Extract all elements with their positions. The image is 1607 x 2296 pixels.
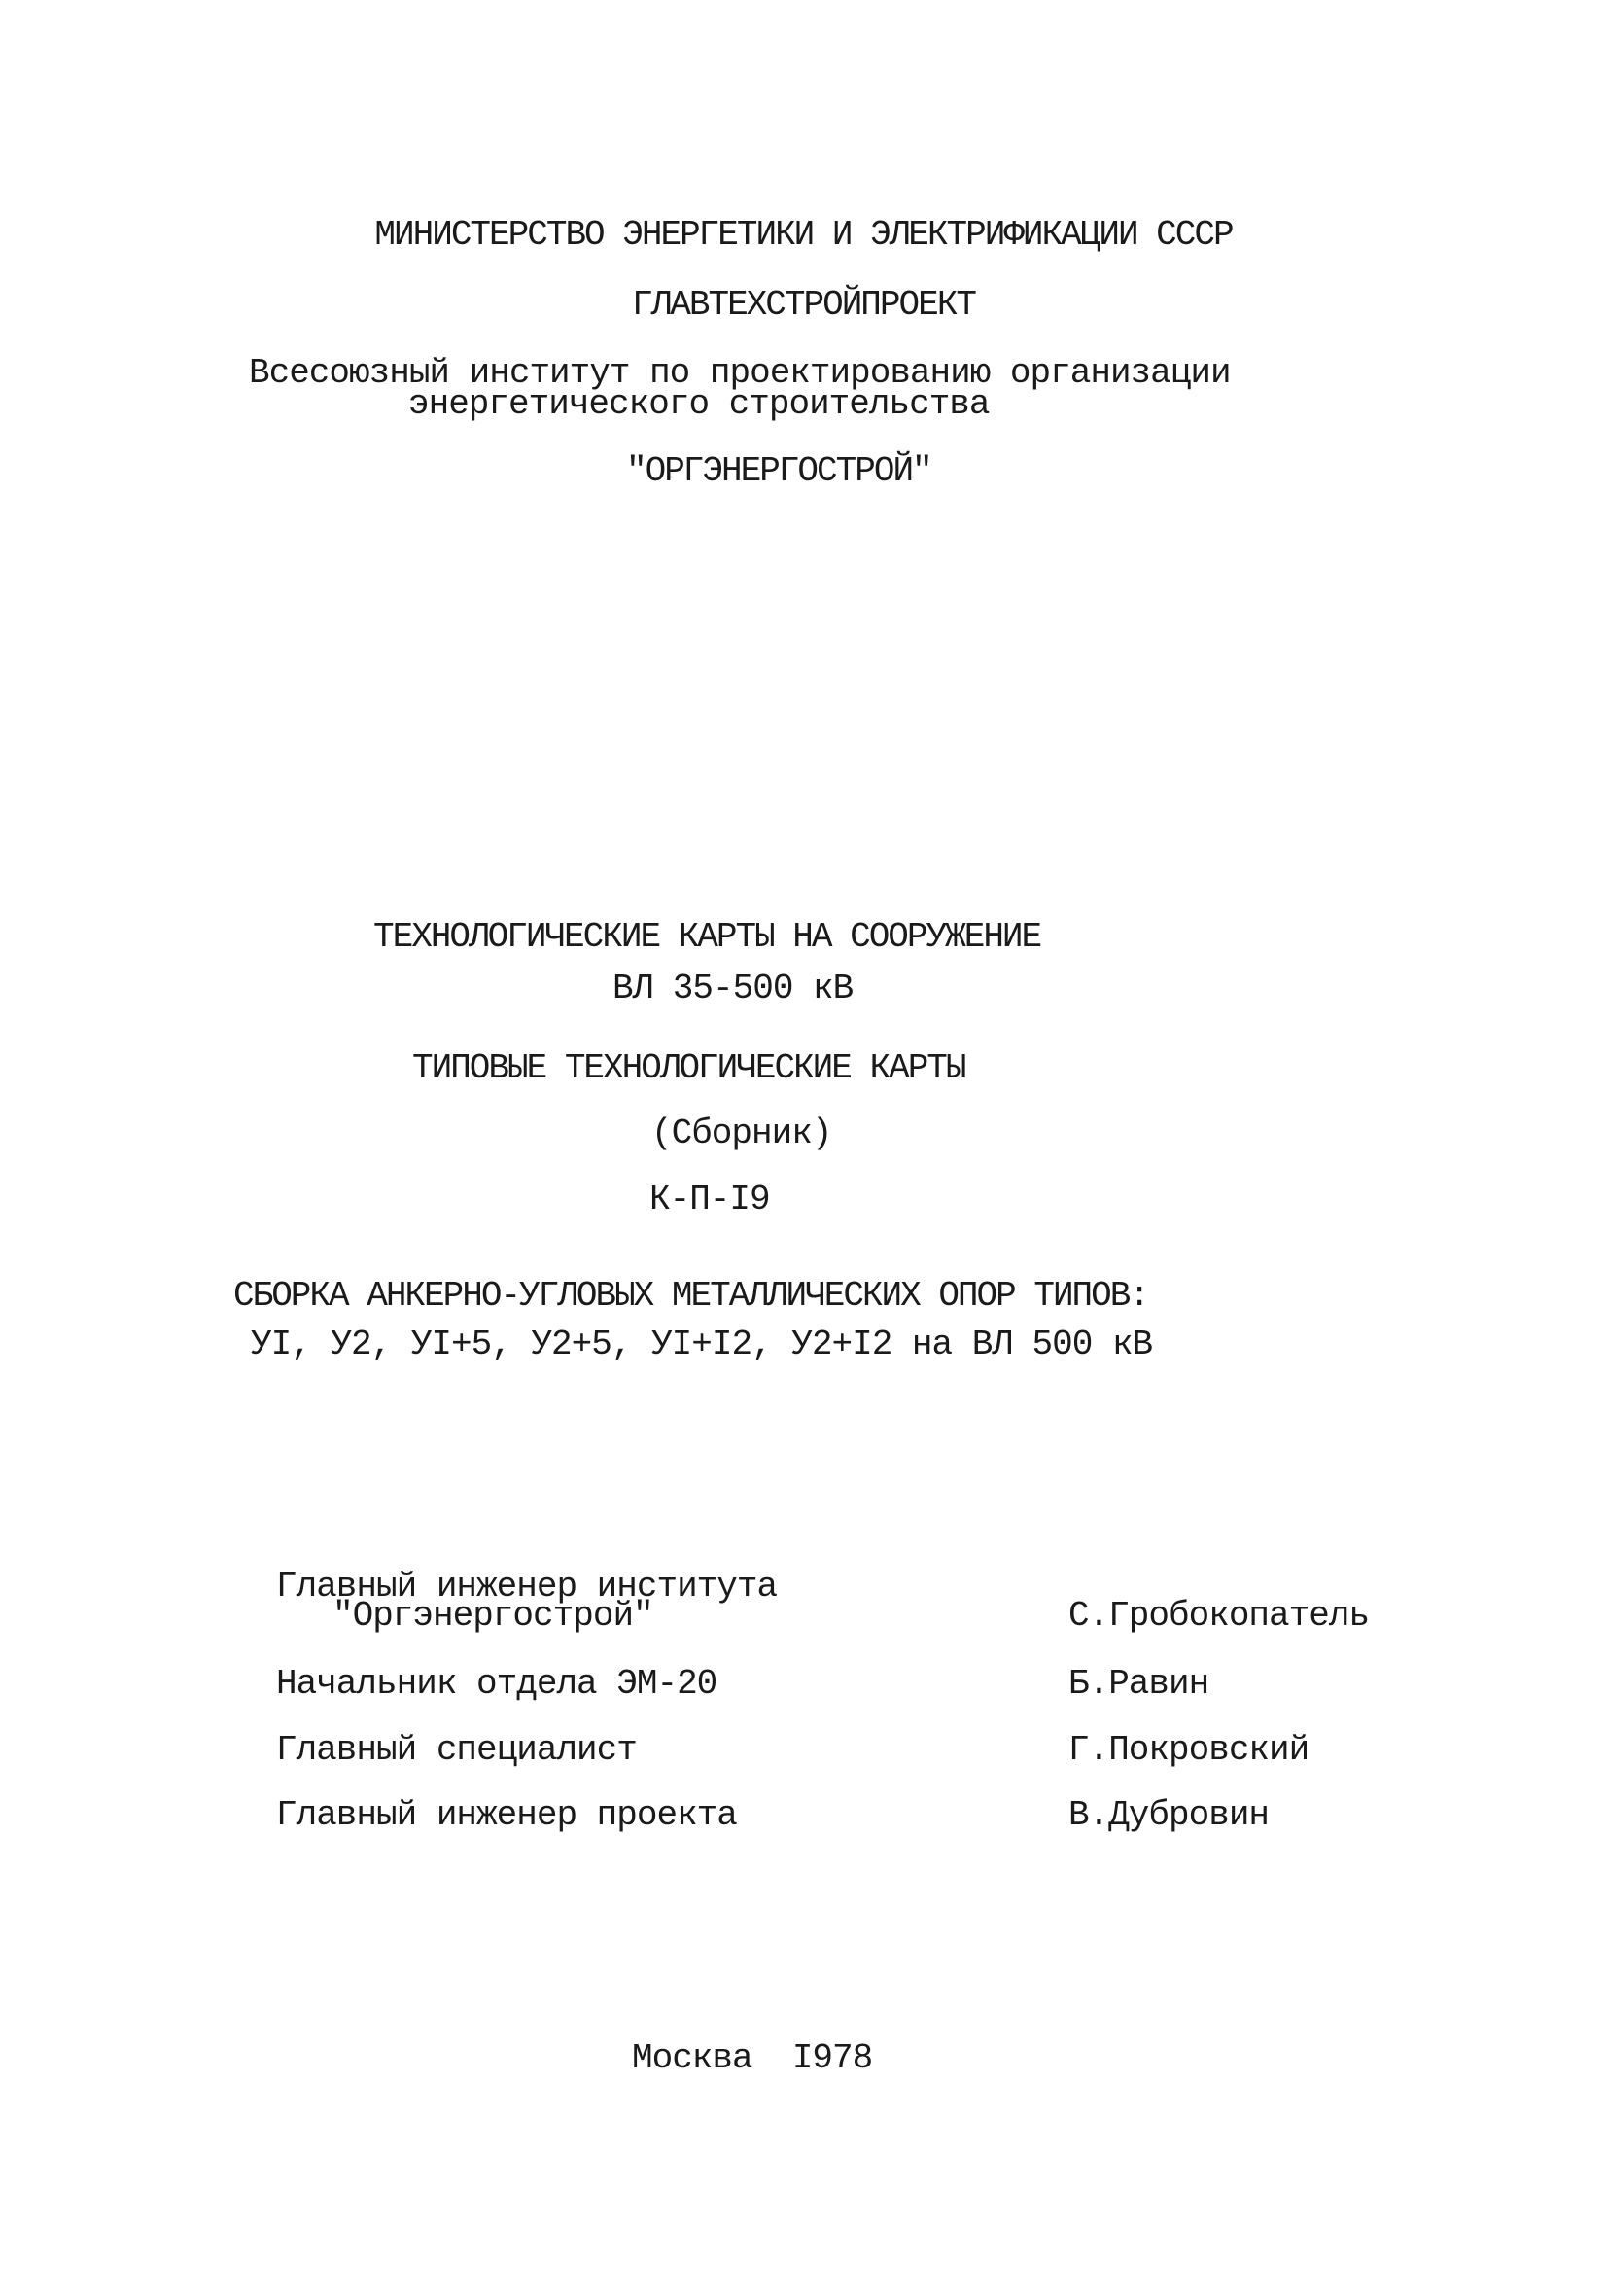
document-code: К-П-I9 (649, 1180, 770, 1219)
signatory-name-4: В.Дубровин (1068, 1795, 1270, 1835)
city-year: Москва I978 (632, 2038, 873, 2078)
subtitle: ТИПОВЫЕ ТЕХНОЛОГИЧЕСКИЕ КАРТЫ (412, 1048, 965, 1088)
institute-line-1: Всесоюзный институт по проектированию организации (249, 353, 1231, 393)
department-heading: ГЛАВТЕХСТРОЙПРОЕКТ (632, 285, 975, 325)
signatory-role-4: Главный инженер проекта (276, 1795, 737, 1835)
signatory-role-2: Начальник отдела ЭМ-20 (276, 1664, 717, 1704)
signatory-name-3: Г.Покровский (1068, 1730, 1310, 1770)
signatory-role-1: Главный инженер института (276, 1567, 778, 1607)
title-line-1: ТЕХНОЛОГИЧЕСКИЕ КАРТЫ НА СООРУЖЕНИЕ (373, 917, 1041, 957)
ministry-heading: МИНИСТЕРСТВО ЭНЕРГЕТИКИ И ЭЛЕКТРИФИКАЦИИ СССР (374, 215, 1233, 255)
signatory-role-1-org: "Оргэнергострой" (332, 1596, 653, 1636)
topic-line-2: УI, У2, УI+5, У2+5, УI+I2, У2+I2 на ВЛ 500 кВ (251, 1325, 1153, 1364)
signatory-name-2: Б.Равин (1068, 1664, 1209, 1704)
title-line-2: ВЛ 35-500 кВ (612, 969, 854, 1008)
institute-line-2: энергетического строительства (408, 384, 990, 424)
collection-label: (Сборник) (651, 1113, 832, 1153)
signatory-name-1: С.Гробокопатель (1068, 1596, 1370, 1636)
institute-name: "ОРГЭНЕРГОСТРОЙ" (626, 451, 931, 491)
topic-line-1: СБОРКА АНКЕРНО-УГЛОВЫХ МЕТАЛЛИЧЕСКИХ ОПОР ТИПОВ: (233, 1276, 1148, 1316)
signatory-role-3: Главный специалист (276, 1730, 637, 1770)
